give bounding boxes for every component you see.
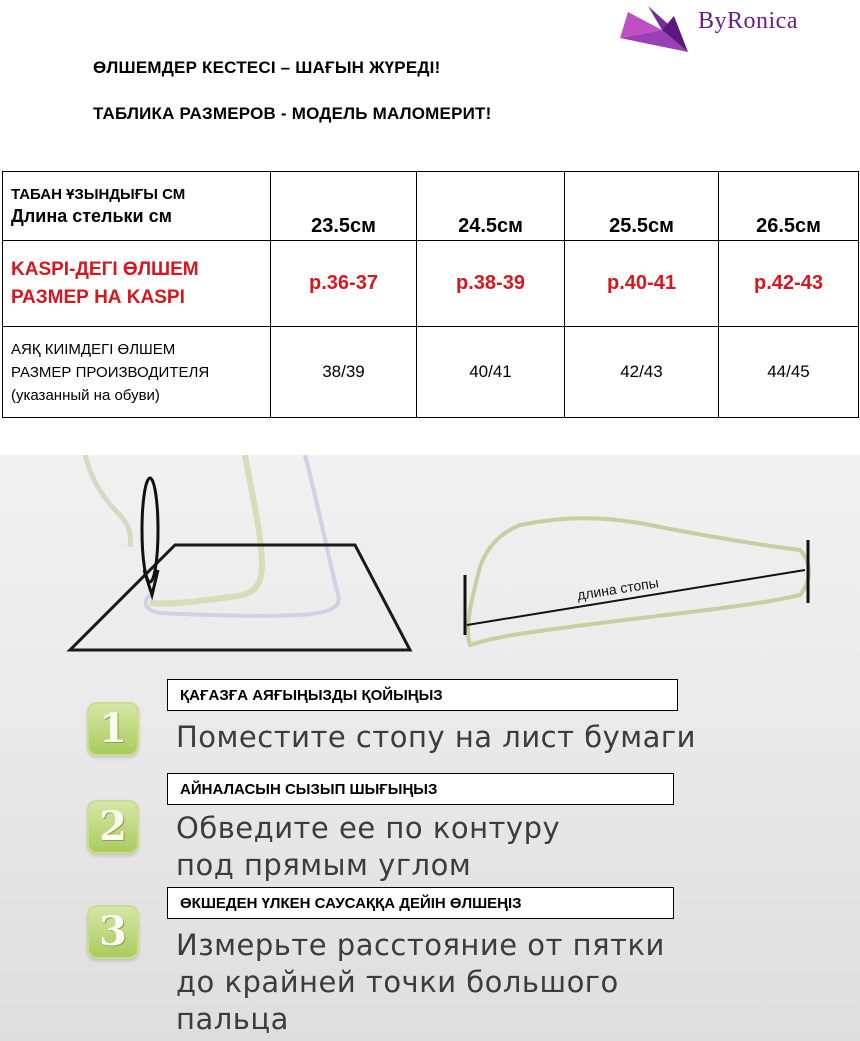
heading-kz: ӨЛШЕМДЕР КЕСТЕСІ – ШАҒЫН ЖҮРЕДІ! xyxy=(93,58,441,77)
table-row-kaspi-size xyxy=(3,241,859,327)
table-cell: 23.5см xyxy=(271,172,417,241)
step-1-ru-text xyxy=(176,719,696,756)
row-label-line: ТАБАН ҰЗЫНДЫҒЫ СМ xyxy=(11,186,186,203)
step-3-ru-text xyxy=(176,927,665,1038)
row-label xyxy=(3,327,271,418)
size-table xyxy=(2,171,859,418)
step-text-line: Обведите ее по контуру xyxy=(176,811,561,845)
step-2-badge: 2 xyxy=(87,800,139,854)
row-label-line: РАЗМЕР ПРОИЗВОДИТЕЛЯ xyxy=(11,363,210,381)
row-label xyxy=(3,172,271,241)
table-cell: 25.5см xyxy=(565,172,719,241)
step-3-kz-caption: ӨКШЕДЕН ҮЛКЕН САУСАҚҚА ДЕЙІН ӨЛШЕҢІЗ xyxy=(167,887,674,919)
table-cell: р.36-37 xyxy=(271,241,417,327)
leg-outline xyxy=(85,455,131,547)
measuring-instructions xyxy=(0,455,860,1041)
table-row-insole-length xyxy=(3,172,859,241)
step-2-ru-text xyxy=(176,810,560,884)
row-label-line: KASPI-ДЕГІ ӨЛШЕМ xyxy=(11,258,199,280)
step-2-kz-caption: АЙНАЛАСЫН СЫЗЫП ШЫҒЫҢЫЗ xyxy=(167,773,674,805)
foot-trace xyxy=(146,455,339,616)
table-cell: 24.5см xyxy=(417,172,565,241)
step-3-badge: 3 xyxy=(87,905,139,959)
step-text-line: под прямым углом xyxy=(176,848,472,882)
table-cell: 44/45 xyxy=(719,327,859,418)
row-label-line: Длина стельки см xyxy=(11,206,172,226)
heading-ru: ТАБЛИКА РАЗМЕРОВ - МОДЕЛЬ МАЛОМЕРИТ! xyxy=(93,104,492,123)
brand-name: ByRonica xyxy=(698,8,798,34)
pencil-icon xyxy=(142,478,158,582)
foot-measure-illustration xyxy=(0,455,860,685)
table-cell: р.42-43 xyxy=(719,241,859,327)
table-cell: 42/43 xyxy=(565,327,719,418)
step-text-line: до крайней точки большого xyxy=(176,965,619,999)
step-1-badge: 1 xyxy=(87,702,139,756)
step-text-line: пальца xyxy=(176,1002,289,1036)
table-row-manufacturer-size xyxy=(3,327,859,418)
table-cell: 40/41 xyxy=(417,327,565,418)
row-label xyxy=(3,241,271,327)
brand-logo xyxy=(618,2,848,56)
table-cell: р.40-41 xyxy=(565,241,719,327)
table-cell: 38/39 xyxy=(271,327,417,418)
step-1-kz-caption: ҚАҒАЗҒА АЯҒЫҢЫЗДЫ ҚОЙЫҢЫЗ xyxy=(167,679,678,711)
table-cell: р.38-39 xyxy=(417,241,565,327)
foot-length-label: длина стопы xyxy=(575,574,660,603)
brand-mark-icon xyxy=(618,2,690,56)
step-text-line: Поместите стопу на лист бумаги xyxy=(176,720,696,754)
step-text-line: Измерьте расстояние от пятки xyxy=(176,928,665,962)
row-label-line: АЯҚ КИІМДЕГІ ӨЛШЕМ xyxy=(11,340,176,358)
row-label-line: РАЗМЕР НА KASPI xyxy=(11,286,185,308)
table-cell: 26.5см xyxy=(719,172,859,241)
foot-outline xyxy=(150,455,262,604)
row-label-line: (указанный на обуви) xyxy=(11,386,160,404)
